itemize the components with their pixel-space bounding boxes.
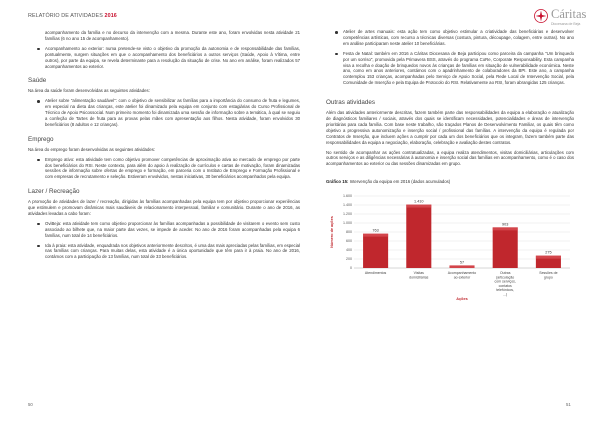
y-tick-label: 800 xyxy=(346,230,352,235)
x-tick-label-line: (articulação xyxy=(496,275,515,280)
x-tick-label-line: ao exterior xyxy=(453,275,471,280)
report-title: RELATÓRIO DE ATIVIDADES 2016 xyxy=(28,13,117,19)
y-tick-label: 1.200 xyxy=(343,212,352,217)
x-tick-label-line: contatos xyxy=(498,284,512,289)
saude-intro: Na área da saúde foram desenvolvidas as seguintes atividades: xyxy=(28,88,150,94)
bar-chart xyxy=(326,190,574,330)
lazer-intro: A promoção de atividades de lazer / recreação, dirigidas às famílias acompanhadas pela equipa tem por objetivo proporcionar experiências que estimulem e promovam dinâmicas mais saudáveis de relacionamento interpessoal, familiar e comunitário. Durante o ano de 2016, as atividades levadas a cabo foram: xyxy=(28,199,300,216)
outras-p1: Além das atividades anteriormente descritas, fazem também parte das responsabilidades da equipa a elaboração e atualização de diagnósticos familiares / sociais, através dos quais se identificam necessidades, potencialidades e áreas de intervenção prioritárias para cada família. Com base neste trabalho, são traçados Planos de Desenvolvimento Familiar, os quais têm como objetivo a progressiva autonomização e inserção social / profissional das famílias. A intervenção da equipa é regulada por Contratos de Inserção, que incluem ações a cumprir por cada um dos beneficiários que os integram, fazem também parte das responsabilidades da equipa a negociação, elaboração, celebração e avaliação destes contratos. xyxy=(326,110,574,145)
bullet-emprego-ativo: Emprego ativo: esta atividade tem como objetivo promover competências de aproximação ativa ao mercado de emprego por parte dos beneficiários do RSI. Neste contexto, para além do apoio à realização de currículos e cartas de motivação, foram dinamizadas sessões de informação sobre ofertas de emprego e formação, em parceria com o Instituto de Emprego e Formação Profissional e com empresas de recrutamento e seleção. Estiveram envolvidos, nestas iniciativas, 30 beneficiários acompanhados pela equipa. xyxy=(28,157,300,181)
page-number-left: 50 xyxy=(28,402,33,407)
bar-highlight xyxy=(406,205,431,208)
x-tick-label-line: domiciliárias xyxy=(409,275,429,280)
data-label: 763 xyxy=(372,228,379,233)
right-column xyxy=(326,29,574,330)
bar-highlight xyxy=(536,256,561,259)
x-tick-label-line: ...) xyxy=(503,292,508,297)
x-tick-label-line: telefónicos, xyxy=(496,288,515,293)
heading-outras: Outras atividades xyxy=(326,99,376,107)
x-axis-title: Ações xyxy=(456,297,468,302)
y-tick-label: 0 xyxy=(350,266,352,271)
outras-p2: No sentido de acompanhar as ações contratualizadas, a equipa realiza atendimentos, visitas domiciliárias, articulações com outros serviços e as diligências necessárias à autonomia e inserção social das famílias em acompanhamento, como é o caso dos acompanhamentos ao exterior ou das sessões dinamizadas em grupo. xyxy=(326,149,574,167)
x-tick-label-line: Sessões de xyxy=(539,271,558,276)
bullet-natal: Festa de Natal: também em 2016 a Cáritas Diocesana de Beja participou como parceira da campanha "Um brinquedo por um sorriso", promovida pela Primavera BSS, através do programa CoRe, Corporate Responsability. Esta campanha visa a recolha e doação de brinquedos novos às crianças de famílias em situação de vulnerabilidade económica. Neste ano, como em anos anteriores, contámos com o apadrinhamento de colaboradores da BPI. Este ano, a campanha contemplou 153 crianças, acompanhadas pelo Serviço de Apoio Social, pela Rede Local de Intervenção Social, pela Comunidade de Inserção e pela Equipa de Protocolo do RSI. Relativamente ao RSI, foram abrangidas 125 crianças. xyxy=(326,51,574,86)
bar-highlight xyxy=(449,266,474,269)
bar-highlight xyxy=(363,234,388,237)
bar xyxy=(493,227,518,268)
chart-container xyxy=(326,190,574,330)
x-tick-label xyxy=(494,271,515,297)
emprego-intro: Na área do emprego foram desenvolvidas as seguintes atividades: xyxy=(28,146,156,152)
bullet-artes: Atelier de artes manuais: esta ação tem como objetivo estimular a criatividade das beneficiárias e desenvolver competências artísticas, com recurso a técnicas diversas (costura, pintura, découpage, colagem, entre outras). No ano em análise participaram neste atelier 10 beneficiárias. xyxy=(326,29,574,47)
bullet-alimentacao: Atelier sobre "alimentação saudável": com o objetivo de sensibilizar as famílias para a importância do consumo de fruta e legumes, em especial na dieta das crianças, este atelier foi dinamizado pela equipa em conjunto com estagiárias do Curso Profissional de Técnico de Apoio Psicossocial. Num primeiro momento foi dinamizada uma sessão de informação sobre a temática, à qual se seguiu a confeção de Tartes de fruta para as provas pelas mães com apresentação aos filhos. Nesta atividade, foram envolvidos 30 beneficiários (8 adultos e 12 crianças). xyxy=(28,98,300,128)
bar xyxy=(406,205,431,268)
logo-name: Cáritas xyxy=(551,7,587,21)
y-tick-label: 600 xyxy=(346,239,352,244)
y-tick-label: 1.000 xyxy=(343,221,352,226)
page-number-right: 51 xyxy=(566,402,571,407)
y-axis-title: Número de ações xyxy=(330,216,334,248)
data-label: 275 xyxy=(545,250,552,255)
data-label: 903 xyxy=(502,222,509,227)
caritas-logo xyxy=(534,7,592,31)
heading-saude: Saúde xyxy=(28,77,47,85)
heading-emprego: Emprego xyxy=(28,135,54,143)
x-tick-label xyxy=(448,271,476,279)
data-label: 57 xyxy=(459,260,465,265)
y-tick-label: 200 xyxy=(346,257,352,262)
y-tick-label: 1.400 xyxy=(343,203,352,208)
intro-continuation: acompanhamento da família e no decurso da intervenção com a mesma. Durante este ano, foram envolvidas nesta atividade 21 famílias (6 no ano 15 de acompanhamento). xyxy=(45,30,300,41)
heading-lazer: Lazer / Recreação xyxy=(28,188,80,196)
y-tick-label: 1.600 xyxy=(343,194,352,199)
bullet-exterior: Acompanhamento ao exterior: numa pretende-se visto o objetivo da promoção da autonomia e de responsabilidade das famílias, pontualmente, surgem situações em que o acompanhamento dos beneficiários a outros serviços (Saúde, Apoio à Vítima, entre outros), por parte da equipa, se revela determinante para a resolução da situação de crise. No ano em análise, foram realizados 57 acompanhamentos ao exterior. xyxy=(28,46,300,70)
x-tick-label-line: Visitas xyxy=(413,271,424,276)
x-tick-label-line: com serviços, xyxy=(494,279,516,284)
y-tick-label: 400 xyxy=(346,248,352,253)
bullet-ovibeja: OviBeja: esta atividade tem como objetivo proporcionar às famílias acompanhadas a possibilidade de visitarem o evento sem custo associado ao bilhete que, na maior parte das vezes, se impede de aceder. No ano de 2016 foram acompanhadas pela equipa 6 famílias, num total de 14 beneficiários. xyxy=(28,221,300,239)
left-column xyxy=(28,30,300,264)
cross-icon xyxy=(534,9,548,23)
bar xyxy=(363,234,388,268)
x-tick-label-line: Acompanhamento xyxy=(447,271,477,276)
x-tick-label xyxy=(365,271,387,275)
x-tick-label-line: grupo xyxy=(543,275,553,280)
chart-caption: Gráfico 15: Intervenção da equipa em 2016 (dados acumulados) xyxy=(326,179,451,185)
x-tick-label-line: Outras xyxy=(499,271,511,276)
report-year: 2016 xyxy=(104,13,117,19)
bar-highlight xyxy=(493,227,518,230)
x-tick-label-line: Atendimentos xyxy=(364,271,387,276)
x-tick-label xyxy=(409,271,429,279)
x-tick-label xyxy=(539,271,557,279)
bullet-praia: Ida à praia: esta atividade, enquadrada nos objetivos anteriormente descritos, é uma das mais apreciadas pelas famílias, em especial nas famílias com crianças. Para muitas delas, esta atividade é a única oportunidade que têm para ir à praia. No ano de 2016, contámos com a participação de 13 famílias, num total de 33 beneficiários. xyxy=(28,243,300,261)
data-label: 1.410 xyxy=(414,199,424,204)
logo-subtitle: Diocesana de Beja xyxy=(551,22,581,26)
